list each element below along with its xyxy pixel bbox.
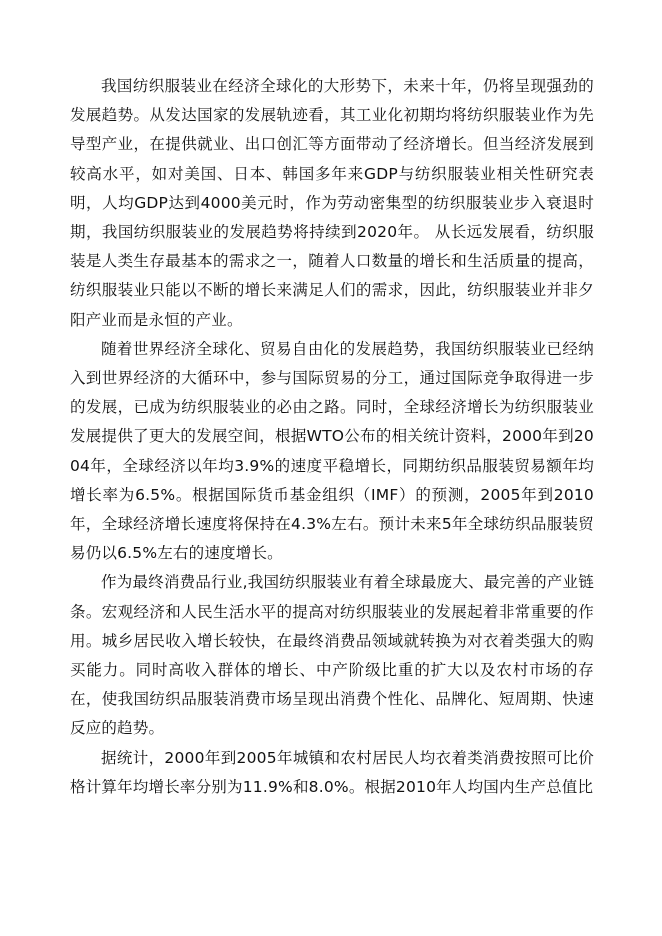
paragraph-3: 作为最终消费品行业,我国纺织服装业有着全球最庞大、最完善的产业链条。宏观经济和人民生活水平的提高对纺织服装业的发展起着非常重要的作用。城乡居民收入增长较快，在最终消费品领域就转换为对衣着类强大的购买能力。同时高收入群体的增长、中产阶级比重的扩大以及农村市场的存在，使我国纺织品服装消费市场呈现出消费个性化、品牌化、短周期、快速反应的趋势。 xyxy=(70,573,594,738)
paragraph-1: 我国纺织服装业在经济全球化的大形势下，未来十年，仍将呈现强劲的发展趋势。从发达国家的发展轨迹看，其工业化初期均将纺织服装业作为先导型产业，在提供就业、出口创汇等方面带动了经济增长。但当经济发展到较高水平，如对美国、日本、韩国多年来GDP与纺织服装业相关性研究表明，人均GDP达到4000美元时，作为劳动密集型的纺织服装业步入衰退时期，我国纺织服装业的发展趋势将持续到2020年。 从长远发展看，纺织服装是人类生存最基本的需求之一，随着人口数量的增长和生活质量的提高，纺织服装业只能以不断的增长来满足人们的需求，因此，纺织服装业并非夕阳产业而是永恒的产业。 xyxy=(70,77,594,329)
paragraph-4: 据统计，2000年到2005年城镇和农村居民人均衣着类消费按照可比价格计算年均增长率分别为11.9%和8.0%。根据2010年人均国内生产总值比 xyxy=(70,748,594,796)
paragraph-2: 随着世界经济全球化、贸易自由化的发展趋势，我国纺织服装业已经纳入到世界经济的大循环中，参与国际贸易的分工，通过国际竞争取得进一步的发展，已成为纺织服装业的必由之路。同时，全球经济增长为纺织服装业发展提供了更大的发展空间，根据WTO公布的相关统计资料，2000年到2004年，全球经济以年均3.9%的速度平稳增长，同期纺织品服装贸易额年均增长率为6.5%。根据国际货币基金组织（IMF）的预测，2005年到2010年，全球经济增长速度将保持在4.3%左右。预计未来5年全球纺织品服装贸易仍以6.5%左右的速度增长。 xyxy=(70,339,594,563)
body-text xyxy=(70,72,594,802)
